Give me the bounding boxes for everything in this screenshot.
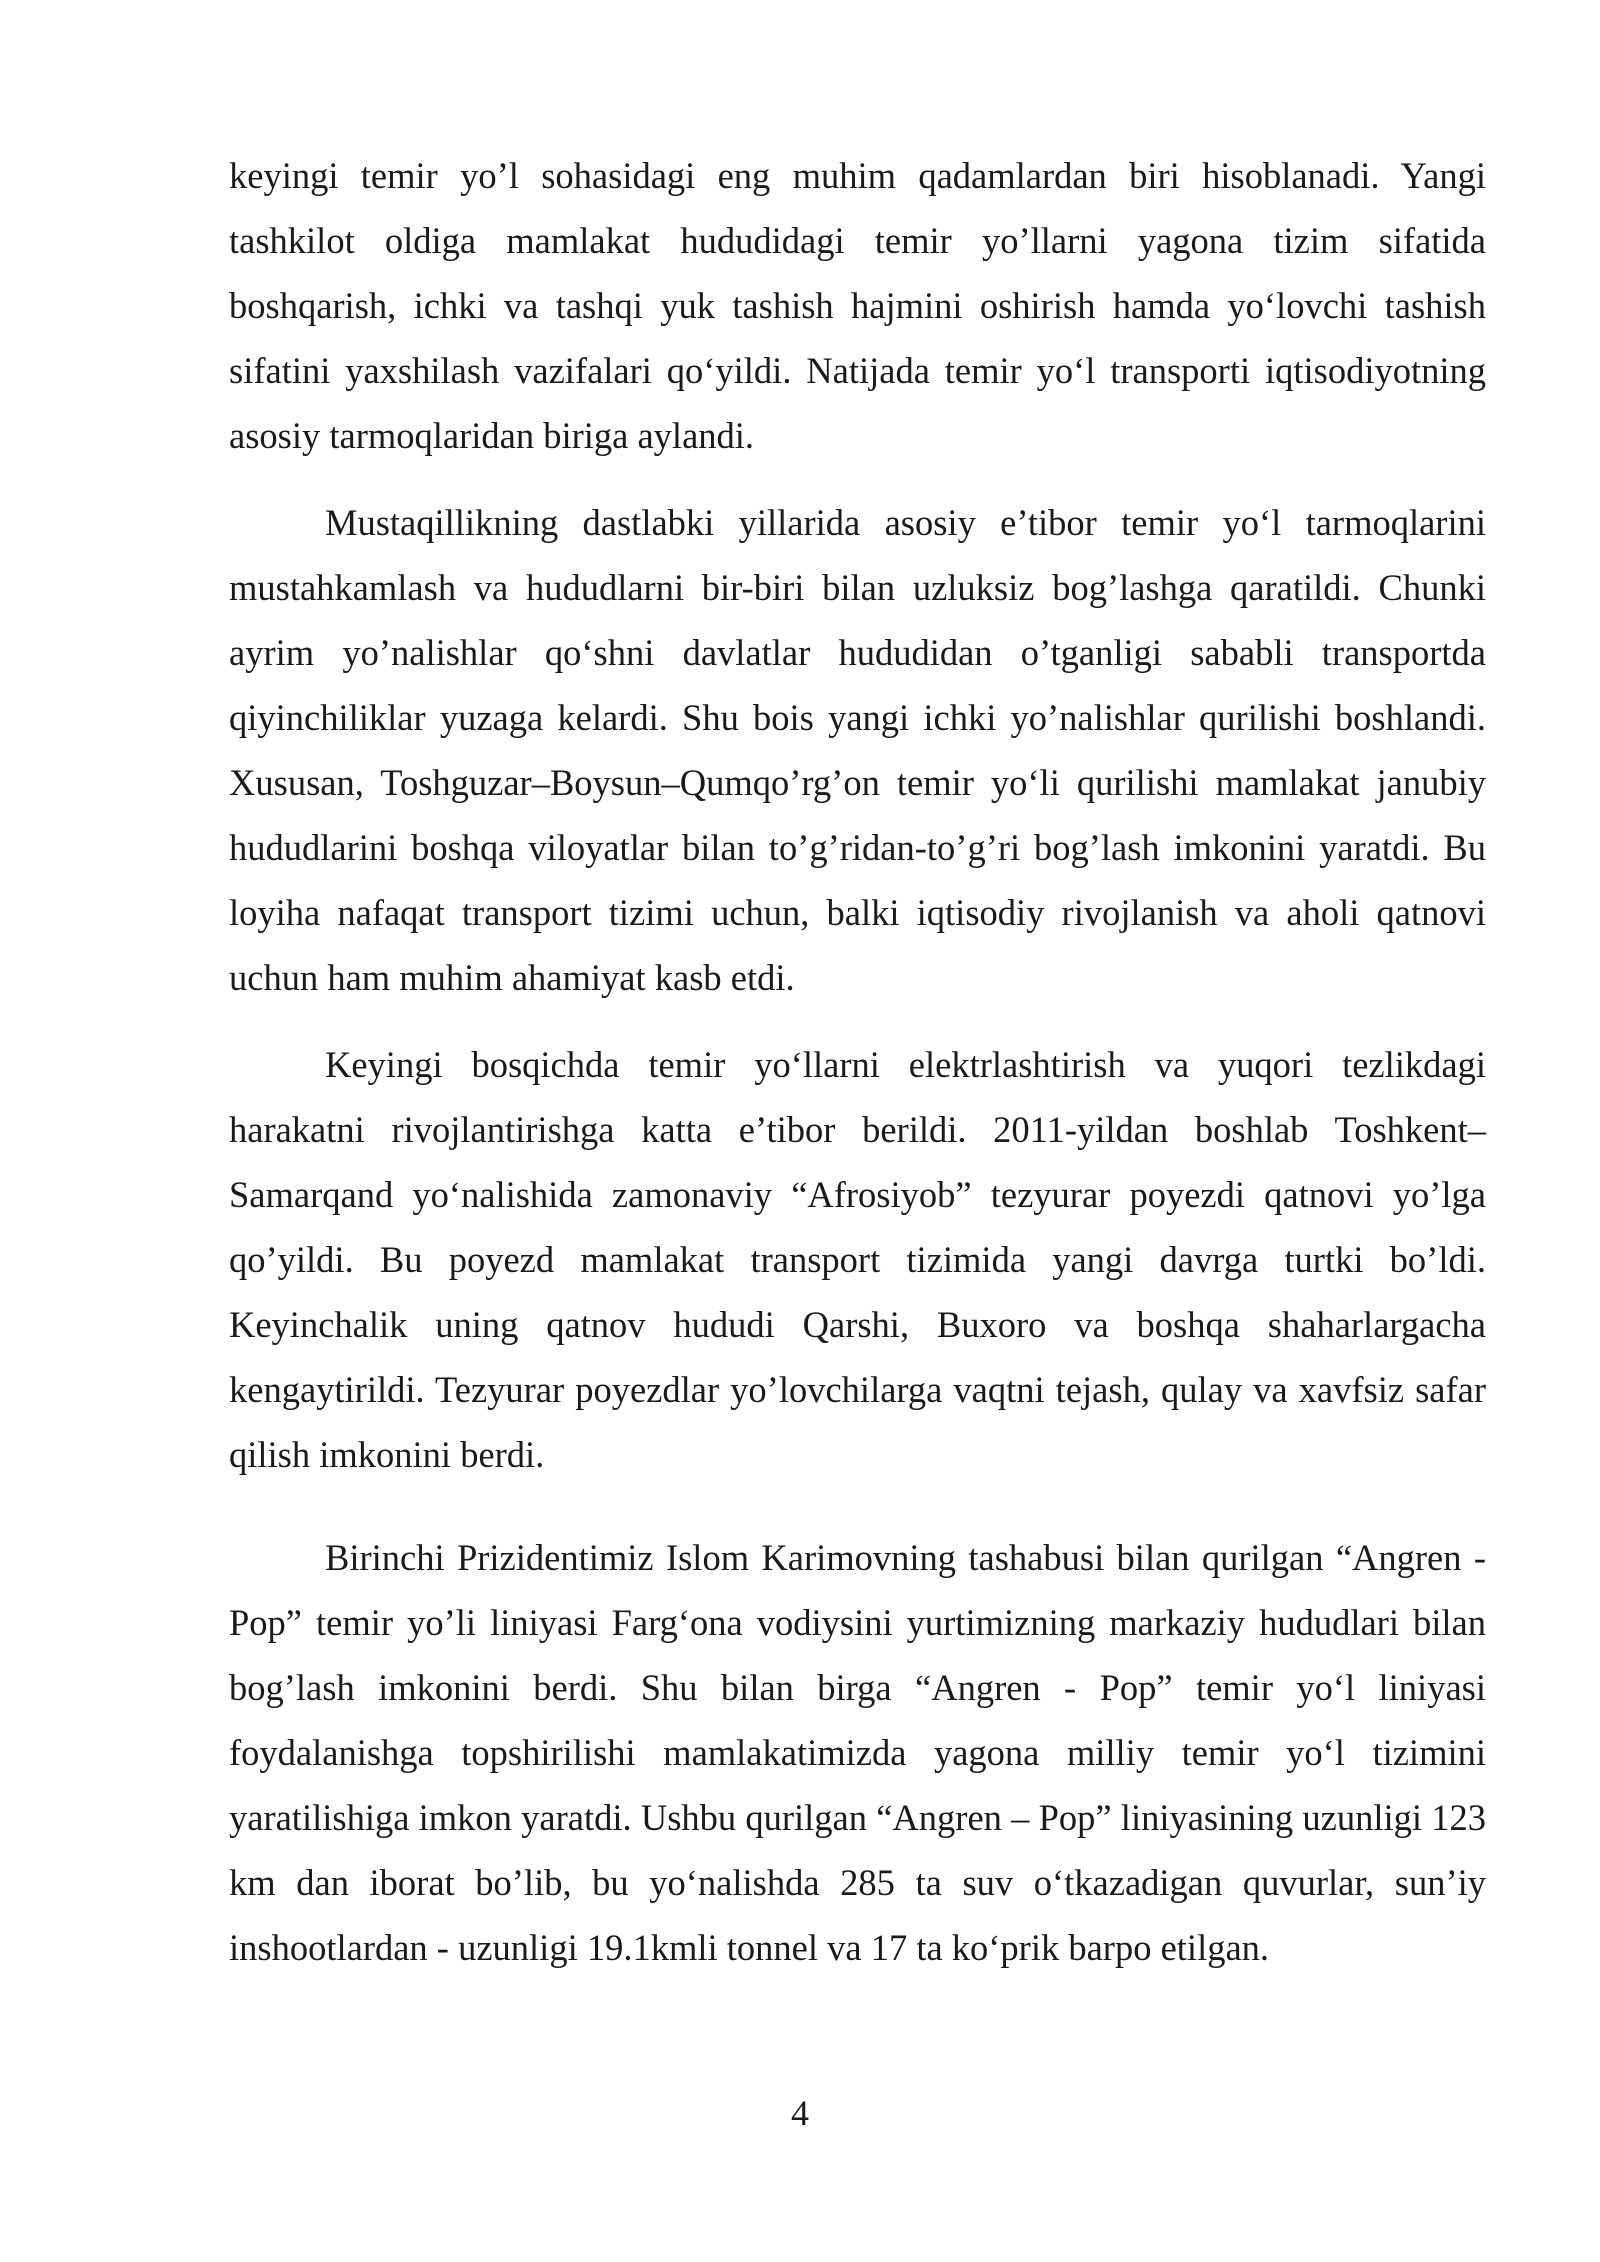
paragraph-2: Mustaqillikning dastlabki yillarida asosiy e’tibor temir yo‘l tarmoqlarini mustahkamlash va hududlarni bir-biri bilan uzluksiz bog’lashga qaratildi. Chunki ayrim yo’nalishlar qo‘shni davlatlar hududidan o’tganligi sababli transportda qiyinchiliklar yuzaga kelardi. Shu bois yangi ichki yo’nalishlar qurilishi boshlandi. Xususan, Toshguzar–Boysun–Qumqo’rg’on temir yo‘li qurilishi mamlakat janubiy hududlarini boshqa viloyatlar bilan to’g’ridan-to’g’ri bog’lash imkonini yaratdi. Bu loyiha nafaqat transport tizimi uchun, balki iqtisodiy rivojlanish va aholi qatnovi uchun ham muhim ahamiyat kasb etdi.	[229, 502, 1486, 998]
paragraph-4: Birinchi Prizidentimiz Islom Karimovning tashabusi bilan qurilgan “Angren - Pop” temir yo’li liniyasi Farg‘ona vodiysini yurtimizning markaziy hududlari bilan bog’lash imkonini berdi. Shu bilan birga “Angren - Pop” temir yo‘l liniyasi foydalanishga topshirilishi mamlakatimizda yagona milliy temir yo‘l tizimini yaratilishiga imkon yaratdi. Ushbu qurilgan “Angren – Pop” liniyasining uzunligi 123 km dan iborat bo’lib, bu yo‘nalishda 285 ta suv o‘tkazadigan quvurlar, sun’iy inshootlardan - uzunligi 19.1kmli tonnel va 17 ta ko‘prik barpo etilgan.	[229, 1537, 1486, 1968]
body-text	[229, 143, 1486, 1980]
page-number: 4	[791, 2093, 809, 2133]
paragraph-1: keyingi temir yo’l sohasidagi eng muhim qadamlardan biri hisoblanadi. Yangi tashkilot oldiga mamlakat hududidagi temir yo’llarni yagona tizim sifatida boshqarish, ichki va tashqi yuk tashish hajmini oshirish hamda yo‘lovchi tashish sifatini yaxshilash vazifalari qo‘yildi. Natijada temir yo‘l transporti iqtisodiyotning asosiy tarmoqlaridan biriga aylandi.	[229, 155, 1486, 456]
paragraph-3: Keyingi bosqichda temir yo‘llarni elektrlashtirish va yuqori tezlikdagi harakatni rivojlantirishga katta e’tibor berildi. 2011-yildan boshlab Toshkent–Samarqand yo‘nalishida zamonaviy “Afrosiyob” tezyurar poyezdi qatnovi yo’lga qo’yildi. Bu poyezd mamlakat transport tizimida yangi davrga turtki bo’ldi. Keyinchalik uning qatnov hududi Qarshi, Buxoro va boshqa shaharlargacha kengaytirildi. Tezyurar poyezdlar yo’lovchilarga vaqtni tejash, qulay va xavfsiz safar qilish imkonini berdi.	[229, 1044, 1486, 1475]
